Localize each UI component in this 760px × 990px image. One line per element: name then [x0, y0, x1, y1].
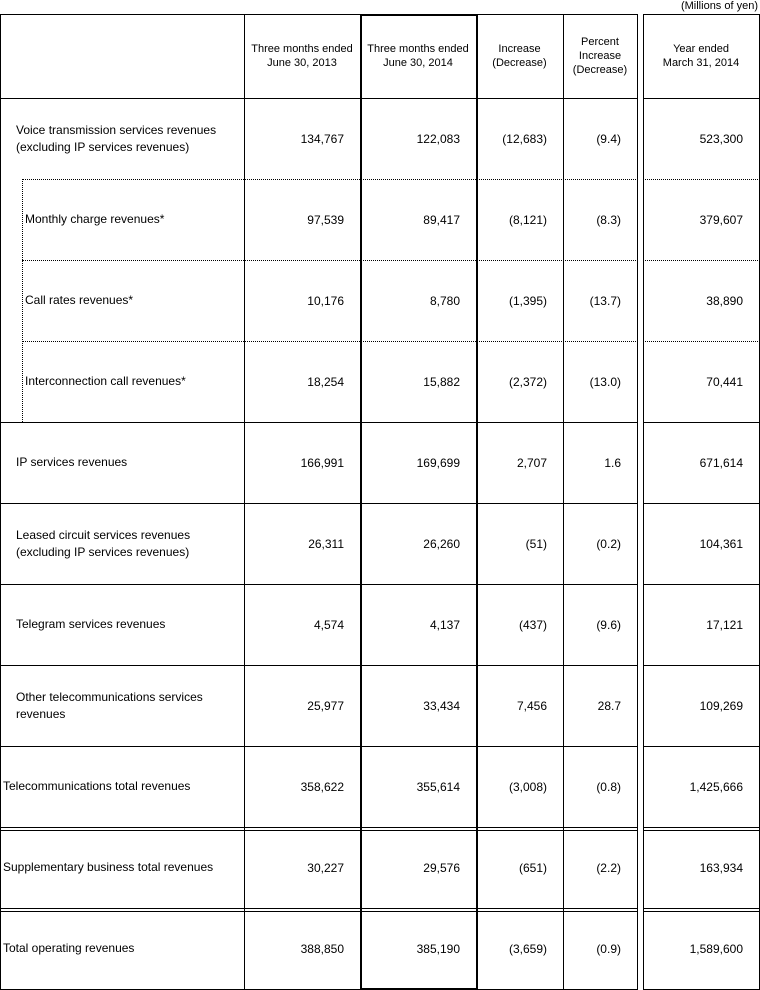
- row-label: [0, 503, 244, 584]
- cell-fy2014: [643, 746, 759, 827]
- cell-change: [476, 746, 563, 827]
- grid-line: [0, 503, 638, 504]
- column-header-q2014: [360, 14, 476, 98]
- cell-q2014: [360, 584, 476, 665]
- cell-fy2014: [643, 179, 759, 260]
- column-header-q2013: [244, 14, 360, 98]
- row-label: [0, 584, 244, 665]
- dotted-separator: [22, 260, 638, 261]
- cell-value: (0.8): [596, 779, 621, 794]
- cell-fy2014: [643, 422, 759, 503]
- grid-line: [643, 14, 644, 989]
- cell-value: 2,707: [516, 455, 547, 470]
- cell-value: 30,227: [307, 860, 344, 875]
- grid-line: [563, 14, 564, 989]
- cell-value: (2,372): [508, 374, 547, 389]
- row-label-text: Telegram services revenues: [16, 617, 166, 631]
- cell-value: 122,083: [416, 131, 460, 146]
- cell-q2013: [244, 746, 360, 827]
- cell-q2013: [244, 908, 360, 989]
- column-header-text: Three months ended June 30, 2014: [367, 43, 469, 69]
- grid-line: [643, 911, 760, 912]
- cell-fy2014: [643, 584, 759, 665]
- column-header-text: Three months ended June 30, 2013: [251, 43, 353, 69]
- row-label-text: IP services revenues: [16, 455, 128, 469]
- cell-change: [476, 260, 563, 341]
- cell-q2014: [360, 179, 476, 260]
- row-label-text: Leased circuit services revenues (excluding IP services revenues): [16, 527, 191, 559]
- grid-line: [637, 14, 638, 989]
- cell-q2014: [360, 422, 476, 503]
- cell-change: [476, 422, 563, 503]
- cell-value: (437): [518, 617, 547, 632]
- grid-line: [643, 665, 760, 666]
- cell-q2014: [360, 260, 476, 341]
- row-label: [0, 827, 244, 908]
- cell-value: 70,441: [706, 374, 743, 389]
- cell-value: 26,260: [423, 536, 460, 551]
- cell-change: [476, 98, 563, 179]
- row-label: [22, 341, 244, 422]
- column-header-change: [476, 14, 563, 98]
- cell-value: 109,269: [699, 698, 743, 713]
- cell-value: 1,589,600: [689, 941, 743, 956]
- cell-fy2014: [643, 98, 759, 179]
- cell-value: (9.6): [596, 617, 621, 632]
- cell-pct: [563, 98, 637, 179]
- cell-pct: [563, 827, 637, 908]
- unit-note: (Millions of yen): [680, 0, 758, 12]
- cell-q2013: [244, 584, 360, 665]
- row-label-text: Other telecommunications services revenues: [16, 689, 203, 721]
- cell-q2013: [244, 503, 360, 584]
- grid-line: [0, 14, 638, 15]
- cell-change: [476, 908, 563, 989]
- grid-line: [643, 830, 760, 831]
- cell-value: 671,614: [699, 455, 743, 470]
- column-header-pct: [563, 14, 637, 98]
- cell-value: (8,121): [508, 212, 547, 227]
- cell-value: 7,456: [516, 698, 547, 713]
- cell-pct: [563, 584, 637, 665]
- cell-value: (1,395): [508, 293, 547, 308]
- grid-line: [0, 584, 638, 585]
- cell-change: [476, 584, 563, 665]
- row-label-text: Interconnection call revenues*: [25, 374, 186, 388]
- cell-value: 38,890: [706, 293, 743, 308]
- cell-q2013: [244, 422, 360, 503]
- grid-line: [643, 422, 760, 423]
- grid-line: [643, 14, 760, 15]
- grid-line: [476, 14, 478, 989]
- cell-q2013: [244, 827, 360, 908]
- cell-q2014: [360, 98, 476, 179]
- row-label: [0, 908, 244, 989]
- row-label-text: Supplementary business total revenues: [3, 860, 214, 874]
- cell-value: 379,607: [699, 212, 743, 227]
- grid-line: [643, 746, 760, 747]
- cell-value: 15,882: [423, 374, 460, 389]
- column-header-text: Year ended March 31, 2014: [662, 43, 740, 69]
- cell-value: 163,934: [699, 860, 743, 875]
- grid-line: [643, 908, 760, 909]
- cell-value: 1.6: [604, 455, 621, 470]
- grid-line: [0, 830, 638, 831]
- cell-pct: [563, 908, 637, 989]
- row-label-text: Total operating revenues: [3, 941, 135, 955]
- grid-line: [0, 746, 638, 747]
- cell-value: 134,767: [300, 131, 344, 146]
- cell-value: 388,850: [300, 941, 344, 956]
- cell-value: (51): [525, 536, 547, 551]
- column-header-text: Percent Increase (Decrease): [572, 36, 628, 76]
- cell-pct: [563, 746, 637, 827]
- grid-line: [244, 14, 245, 989]
- cell-value: 25,977: [307, 698, 344, 713]
- grid-line: [643, 584, 760, 585]
- cell-value: 97,539: [307, 212, 344, 227]
- column-header-text: Increase (Decrease): [492, 43, 547, 69]
- cell-value: (13.0): [589, 374, 621, 389]
- cell-value: 33,434: [423, 698, 460, 713]
- revenue-table: [0, 14, 760, 990]
- cell-value: 26,311: [308, 536, 344, 551]
- cell-change: [476, 503, 563, 584]
- cell-pct: [563, 260, 637, 341]
- cell-q2013: [244, 665, 360, 746]
- cell-q2014: [360, 746, 476, 827]
- grid-line: [0, 908, 638, 909]
- cell-q2013: [244, 260, 360, 341]
- grid-line: [643, 503, 760, 504]
- cell-value: 17,121: [706, 617, 743, 632]
- cell-value: 89,417: [423, 212, 460, 227]
- grid-line: [643, 827, 760, 828]
- cell-value: 8,780: [429, 293, 460, 308]
- row-label-text: Monthly charge revenues*: [25, 212, 165, 226]
- grid-line: [0, 665, 638, 666]
- row-label-text: Call rates revenues*: [25, 293, 134, 307]
- cell-fy2014: [643, 503, 759, 584]
- cell-q2013: [244, 341, 360, 422]
- column-header-label: [0, 14, 244, 98]
- cell-value: 1,425,666: [689, 779, 743, 794]
- cell-value: (651): [518, 860, 547, 875]
- cell-value: (0.9): [596, 941, 621, 956]
- cell-value: 29,576: [423, 860, 460, 875]
- cell-pct: [563, 422, 637, 503]
- cell-value: 358,622: [300, 779, 344, 794]
- cell-value: 4,137: [429, 617, 460, 632]
- row-label: [0, 98, 244, 179]
- cell-q2014: [360, 341, 476, 422]
- dotted-separator: [643, 260, 760, 261]
- cell-pct: [563, 179, 637, 260]
- grid-line: [360, 14, 362, 989]
- cell-value: (8.3): [596, 212, 621, 227]
- row-label: [0, 422, 244, 503]
- cell-q2014: [360, 503, 476, 584]
- cell-q2014: [360, 827, 476, 908]
- cell-value: 28.7: [597, 698, 621, 713]
- cell-q2013: [244, 179, 360, 260]
- row-label-text: Voice transmission services revenues (excluding IP services revenues): [16, 122, 217, 154]
- grid-line: [0, 911, 638, 912]
- cell-value: 523,300: [699, 131, 743, 146]
- cell-value: 104,361: [699, 536, 743, 551]
- cell-value: 355,614: [416, 779, 460, 794]
- cell-value: 169,699: [416, 455, 460, 470]
- cell-change: [476, 341, 563, 422]
- grid-line: [0, 422, 638, 423]
- cell-value: 4,574: [313, 617, 344, 632]
- cell-value: 166,991: [300, 455, 344, 470]
- cell-change: [476, 179, 563, 260]
- dotted-separator: [22, 341, 638, 342]
- cell-value: 18,254: [307, 374, 344, 389]
- row-label: [0, 665, 244, 746]
- row-label-text: Telecommunications total revenues: [3, 779, 191, 793]
- cell-value: (3,659): [508, 941, 547, 956]
- cell-fy2014: [643, 908, 759, 989]
- cell-fy2014: [643, 827, 759, 908]
- cell-value: (9.4): [596, 131, 621, 146]
- dotted-separator: [643, 179, 760, 180]
- cell-value: (13.7): [589, 293, 621, 308]
- cell-fy2014: [643, 341, 759, 422]
- cell-q2013: [244, 98, 360, 179]
- cell-fy2014: [643, 665, 759, 746]
- cell-change: [476, 827, 563, 908]
- dotted-separator: [643, 341, 760, 342]
- dotted-separator: [22, 179, 638, 180]
- cell-change: [476, 665, 563, 746]
- cell-value: (3,008): [508, 779, 547, 794]
- cell-value: (0.2): [596, 536, 621, 551]
- cell-value: (12,683): [502, 131, 547, 146]
- grid-line: [360, 14, 478, 16]
- grid-line: [0, 827, 638, 828]
- row-label: [0, 746, 244, 827]
- dotted-indent-line: [22, 179, 23, 422]
- cell-q2014: [360, 665, 476, 746]
- row-label: [22, 260, 244, 341]
- grid-line: [0, 98, 638, 99]
- cell-value: 385,190: [416, 941, 460, 956]
- cell-fy2014: [643, 260, 759, 341]
- column-header-fy2014: [643, 14, 759, 98]
- cell-pct: [563, 341, 637, 422]
- grid-line: [643, 98, 760, 99]
- row-label: [22, 179, 244, 260]
- cell-value: (2.2): [596, 860, 621, 875]
- cell-pct: [563, 665, 637, 746]
- cell-q2014: [360, 908, 476, 989]
- cell-value: 10,176: [307, 293, 344, 308]
- grid-line: [0, 14, 1, 989]
- cell-pct: [563, 503, 637, 584]
